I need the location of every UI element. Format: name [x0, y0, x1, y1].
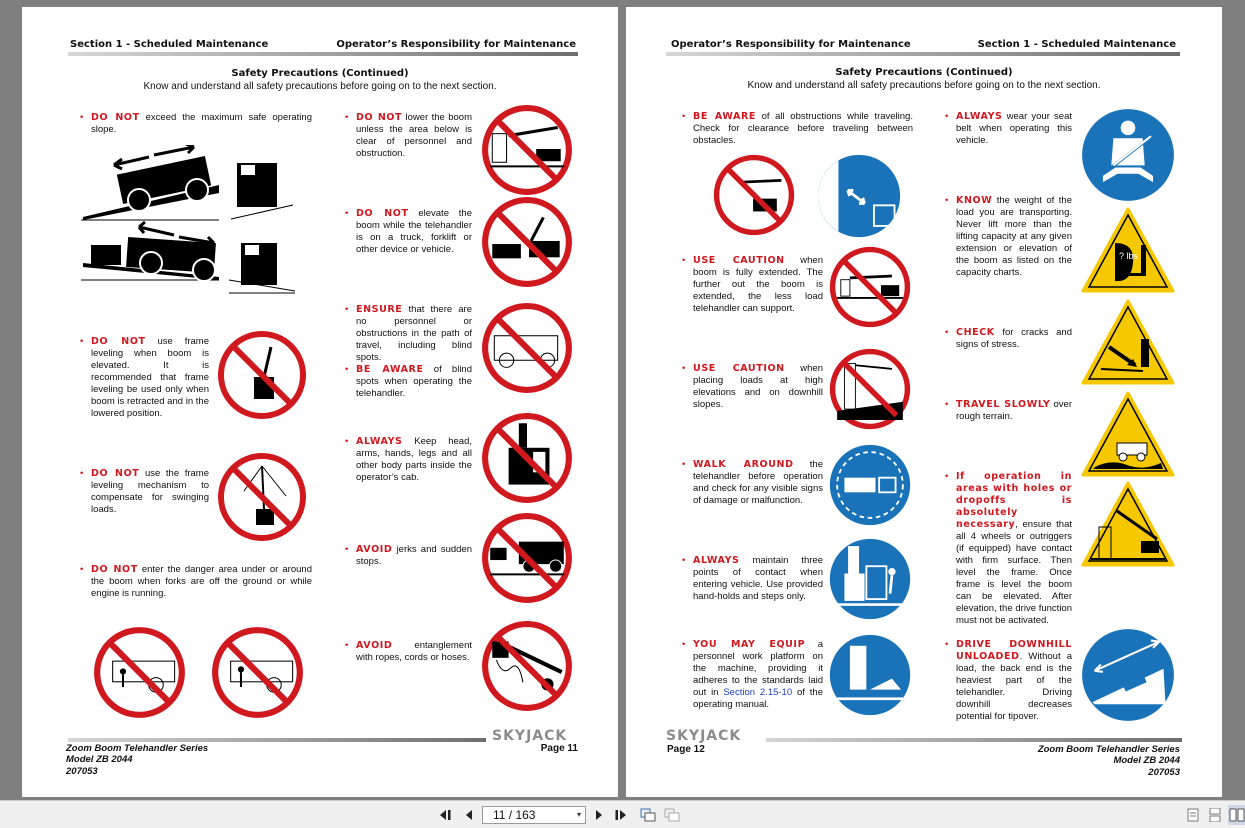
footer-series: Zoom Boom Telehandler Series: [66, 743, 209, 754]
precaution-item: • CHECK for cracks and signs of stress.: [944, 327, 1072, 351]
footer-rule: [766, 738, 1182, 742]
prohibition-obstruction-icon: [712, 153, 796, 237]
fit-page-icon[interactable]: [640, 808, 656, 822]
page-11: [22, 7, 618, 797]
weight-sign-text: ? lbs: [1119, 251, 1139, 261]
precaution-item: • AVOID jerks and sudden stops.: [344, 544, 472, 568]
precaution-item: • ENSURE that there are no personnel or obstructions in the path of travel, including blind spots.: [344, 304, 472, 364]
single-page-view-icon[interactable]: [1186, 808, 1200, 822]
skyjack-logo: SKYJACK: [666, 728, 742, 744]
precaution-item: • DO NOT lower the boom unless the area below is clear of personnel and obstruction.: [344, 112, 472, 160]
page-12: [626, 7, 1222, 797]
prohibition-swinging-load-icon: [216, 451, 308, 543]
chevron-down-icon[interactable]: ▾: [576, 810, 581, 819]
footer-model: Model ZB 2044: [1113, 755, 1180, 766]
footer-rule: [68, 738, 486, 742]
mandatory-walk-around-icon: [828, 443, 912, 527]
precaution-item: • DO NOT elevate the boom while the telehandler is on a truck, forklift or other device or vehicle.: [344, 208, 472, 256]
page-subtitle: Know and understand all safety precautions before going on to the next section.: [143, 81, 497, 92]
precaution-item: • DRIVE DOWNHILL UNLOADED. Without a load, the back end is the heaviest part of the telehandler. Driving downhill decreases potential for tipover.: [944, 639, 1072, 723]
header-rule: [666, 52, 1180, 56]
fit-width-icon[interactable]: [664, 808, 680, 822]
mandatory-drive-downhill-icon: [1080, 627, 1176, 723]
prohibition-blind-spot-icon: [480, 301, 574, 395]
header-chapter: Operator’s Responsibility for Maintenance: [336, 39, 576, 50]
page-number: Page 12: [667, 744, 705, 755]
footer-doc-number: 207053: [66, 766, 98, 777]
precaution-item: • DO NOT use the frame leveling mechanism to compensate for swinging loads.: [79, 468, 209, 516]
page-title: Safety Precautions (Continued): [835, 67, 1013, 78]
footer-doc-number: 207053: [1148, 767, 1180, 778]
page-number-input[interactable]: 11 / 163 ▾: [482, 806, 586, 824]
two-page-view-button[interactable]: [1228, 805, 1245, 825]
caution-check-cracks-icon: [1081, 299, 1175, 385]
precaution-item: • BE AWARE of all obstructions while traveling. Check for clearance before traveling between obstacles.: [681, 111, 913, 147]
header-chapter: Operator’s Responsibility for Maintenance: [671, 39, 911, 50]
precaution-item: • ALWAYS maintain three points of contact when entering vehicle. Use provided hand-holds and steps only.: [681, 555, 823, 603]
precaution-item: • DO NOT exceed the maximum safe operating slope.: [79, 112, 312, 136]
mandatory-seat-belt-icon: [1080, 107, 1176, 203]
prohibition-frame-leveling-icon: [216, 329, 308, 421]
precaution-item: • YOU MAY EQUIP a personnel work platform on the machine, providing it adheres to the standards laid out in Section 2.15-10 of the operating manual.: [681, 639, 823, 711]
precaution-item: • BE AWARE of blind spots when operating the telehandler.: [344, 364, 472, 400]
prohibition-elevate-on-truck-icon: [480, 195, 574, 289]
precaution-item: • If operation in areas with holes or dropoffs is absolutely necessary, ensure that all 4 wheels or outriggers (if equipped) have contact with firm surface. Then level the frame. Once frame is level the boom can be elevated. After elevation, the drive function must not be activated.: [944, 471, 1072, 627]
header-rule: [68, 52, 578, 56]
caution-rough-terrain-icon: [1081, 391, 1175, 477]
prohibition-danger-area-icon-2: [210, 625, 305, 720]
footer-model: Model ZB 2044: [66, 754, 133, 765]
prohibition-body-outside-cab-icon: [480, 411, 574, 505]
page-number: Page 11: [540, 743, 578, 754]
precaution-item: • WALK AROUND the telehandler before operation and check for any visible signs of damage or malfunction.: [681, 459, 823, 507]
precaution-item: • USE CAUTION when placing loads at high elevations and on downhill slopes.: [681, 363, 823, 411]
continuous-view-icon[interactable]: [1208, 808, 1222, 822]
footer-series: Zoom Boom Telehandler Series: [1037, 744, 1180, 755]
mandatory-work-platform-icon: [828, 633, 912, 717]
prohibition-sudden-stop-icon: [480, 511, 574, 605]
precaution-item: • ALWAYS wear your seat belt when operating this vehicle.: [944, 111, 1072, 147]
prohibition-danger-area-icon-1: [92, 625, 187, 720]
mandatory-three-points-contact-icon: [828, 537, 912, 621]
precaution-item: • USE CAUTION when boom is fully extended. The further out the boom is extended, the less load telehandler can support.: [681, 255, 823, 315]
precaution-item: • KNOW the weight of the load you are transporting. Never lift more than the lifting capacity at any given extension or elevation of the boom as listed on the capacity charts.: [944, 195, 1072, 279]
prohibition-high-elevation-icon: [828, 347, 912, 431]
mandatory-clearance-icon: [816, 153, 902, 239]
viewer-toolbar: [0, 800, 1245, 828]
last-page-button[interactable]: [614, 808, 628, 822]
section-link[interactable]: Section 2.15-10: [723, 687, 793, 698]
prohibition-lower-boom-icon: [480, 103, 574, 197]
page-title: Safety Precautions (Continued): [231, 68, 409, 79]
page-subtitle: Know and understand all safety precautions before going on to the next section.: [747, 80, 1101, 91]
precaution-item: • DO NOT use frame leveling when boom is elevated. It is recommended that frame leveling be used only when boom is retracted and in the lowered position.: [79, 336, 209, 420]
prohibition-entanglement-icon: [480, 619, 574, 713]
precaution-item: • AVOID entanglement with ropes, cords or hoses.: [344, 640, 472, 664]
first-page-button[interactable]: [438, 808, 452, 822]
header-section: Section 1 - Scheduled Maintenance: [977, 39, 1176, 50]
slope-telehandler-illustration: [79, 145, 304, 295]
precaution-item: • TRAVEL SLOWLY over rough terrain.: [944, 399, 1072, 423]
header-section: Section 1 - Scheduled Maintenance: [70, 39, 269, 50]
caution-dropoff-icon: [1081, 481, 1175, 567]
precaution-item: • ALWAYS Keep head, arms, hands, legs and all other body parts inside the operator’s cab.: [344, 436, 472, 484]
next-page-button[interactable]: [592, 808, 606, 822]
caution-load-weight-icon: [1081, 207, 1175, 293]
precaution-item: • DO NOT enter the danger area under or around the boom when forks are off the ground or while engine is running.: [79, 564, 312, 600]
skyjack-logo: SKYJACK: [492, 728, 568, 744]
two-page-view-icon: [1229, 808, 1245, 822]
previous-page-button[interactable]: [462, 808, 476, 822]
prohibition-boom-extended-icon: [828, 245, 912, 329]
